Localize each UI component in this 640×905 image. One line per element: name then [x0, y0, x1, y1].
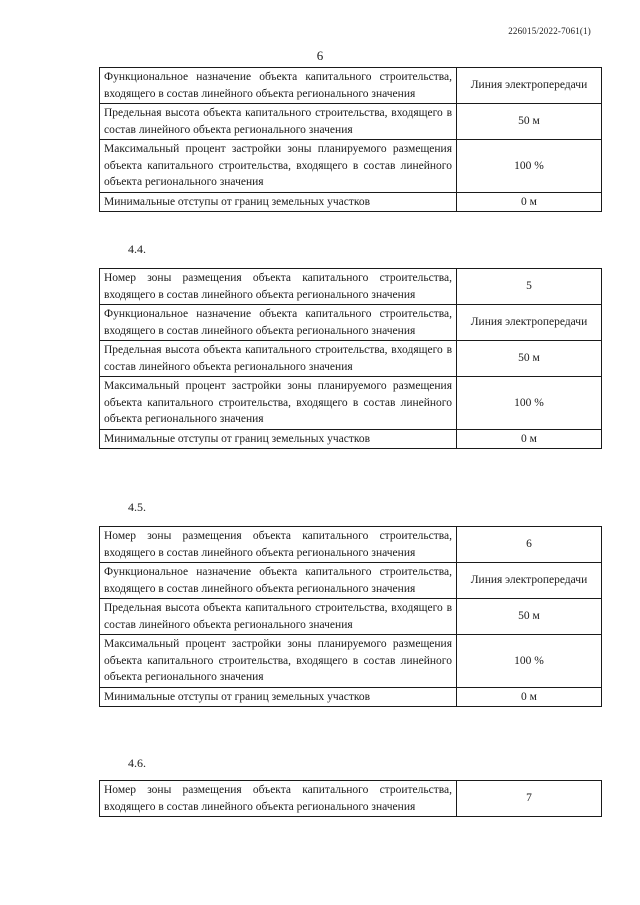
- row-label: Номер зоны размещения объекта капитального строительства, входящего в состав линейного объекта регионального значения: [100, 269, 457, 305]
- row-label: Максимальный процент застройки зоны планируемого размещения объекта капитального строительства, входящего в состав линейного объекта регионального значения: [100, 140, 457, 193]
- params-table: [99, 780, 602, 817]
- row-label: Минимальные отступы от границ земельных участков: [100, 429, 457, 449]
- table-row: [100, 429, 602, 449]
- row-label: Максимальный процент застройки зоны планируемого размещения объекта капитального строительства, входящего в состав линейного объекта регионального значения: [100, 377, 457, 430]
- row-value: Линия электропередачи: [457, 68, 602, 104]
- table-row: [100, 68, 602, 104]
- row-value: Линия электропередачи: [457, 563, 602, 599]
- table-row: [100, 192, 602, 212]
- table-row: [100, 527, 602, 563]
- table-row: [100, 599, 602, 635]
- table-row: [100, 104, 602, 140]
- row-label: Функциональное назначение объекта капитального строительства, входящего в состав линейного объекта регионального значения: [100, 305, 457, 341]
- row-value: 0 м: [457, 429, 602, 449]
- row-label: Номер зоны размещения объекта капитального строительства, входящего в состав линейного объекта регионального значения: [100, 781, 457, 817]
- row-value: 50 м: [457, 341, 602, 377]
- section-heading: 4.4.: [128, 242, 146, 256]
- row-value: Линия электропередачи: [457, 305, 602, 341]
- row-label: Минимальные отступы от границ земельных участков: [100, 192, 457, 212]
- table-row: [100, 377, 602, 430]
- row-label: Максимальный процент застройки зоны планируемого размещения объекта капитального строительства, входящего в состав линейного объекта регионального значения: [100, 635, 457, 688]
- row-value: 5: [457, 269, 602, 305]
- table-row: [100, 305, 602, 341]
- row-value: 6: [457, 527, 602, 563]
- row-label: Функциональное назначение объекта капитального строительства, входящего в состав линейного объекта регионального значения: [100, 563, 457, 599]
- table-row: [100, 140, 602, 193]
- table-row: [100, 269, 602, 305]
- row-label: Номер зоны размещения объекта капитального строительства, входящего в состав линейного объекта регионального значения: [100, 527, 457, 563]
- params-table-continued: [99, 67, 602, 212]
- row-value: 7: [457, 781, 602, 817]
- params-table: [99, 268, 602, 449]
- row-label: Предельная высота объекта капитального строительства, входящего в состав линейного объекта регионального значения: [100, 599, 457, 635]
- table-row: [100, 781, 602, 817]
- row-value: 0 м: [457, 687, 602, 707]
- row-value: 100 %: [457, 635, 602, 688]
- row-value: 50 м: [457, 104, 602, 140]
- row-label: Предельная высота объекта капитального строительства, входящего в состав линейного объекта регионального значения: [100, 341, 457, 377]
- section-heading: 4.6.: [128, 756, 146, 770]
- row-value: 100 %: [457, 377, 602, 430]
- table-row: [100, 341, 602, 377]
- row-label: Предельная высота объекта капитального строительства, входящего в состав линейного объекта регионального значения: [100, 104, 457, 140]
- document-number: 226015/2022-7061(1): [508, 26, 591, 36]
- row-label: Функциональное назначение объекта капитального строительства, входящего в состав линейного объекта регионального значения: [100, 68, 457, 104]
- row-value: 100 %: [457, 140, 602, 193]
- table-row: [100, 635, 602, 688]
- section-heading: 4.5.: [128, 500, 146, 514]
- table-row: [100, 563, 602, 599]
- page-number: 6: [316, 48, 324, 63]
- row-label: Минимальные отступы от границ земельных участков: [100, 687, 457, 707]
- row-value: 50 м: [457, 599, 602, 635]
- params-table: [99, 526, 602, 707]
- row-value: 0 м: [457, 192, 602, 212]
- table-row: [100, 687, 602, 707]
